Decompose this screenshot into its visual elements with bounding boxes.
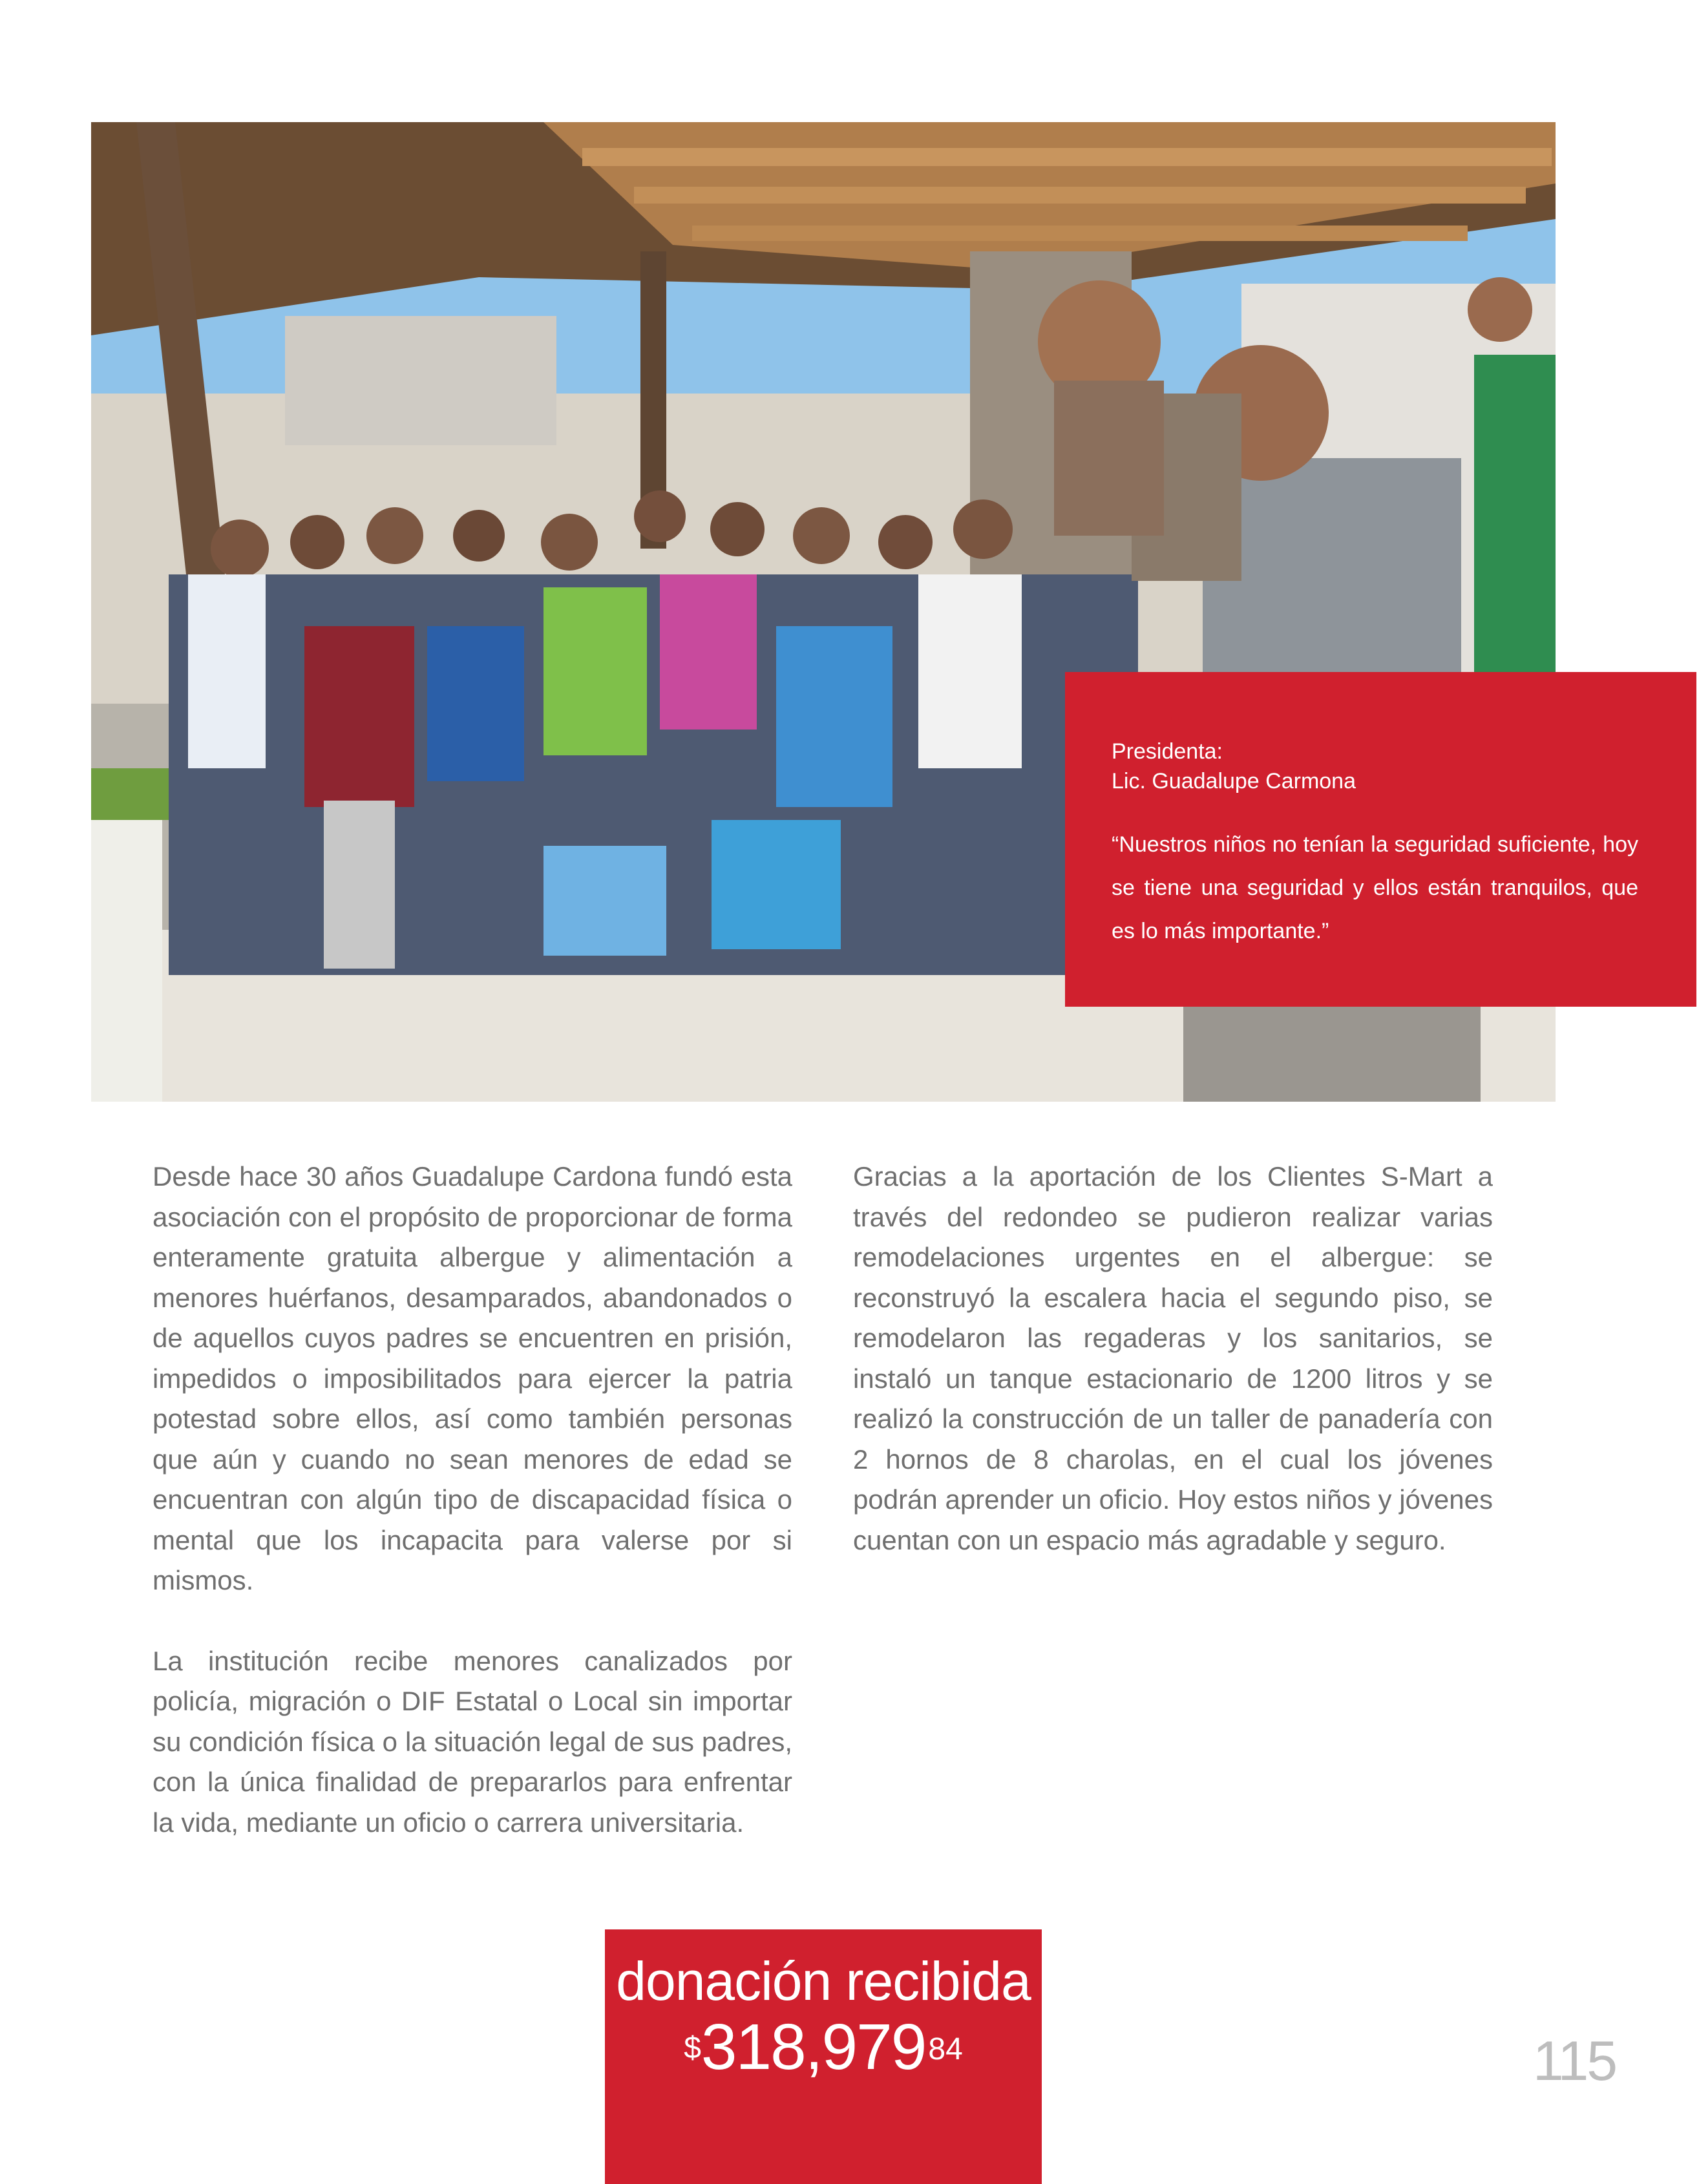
body-paragraph: Gracias a la aportación de los Clientes S-Mart a través del redondeo se pudieron realizar varias remodelaciones urgentes en el albergue: se reconstruyó la escalera hacia el segundo piso, se remodelaron las regaderas y los sanitarios, se instaló un tanque estacionario de 1200 litros y se realizó la construcción de un taller de panadería con 2 hornos de 8 charolas, en el cual los jóvenes podrán aprender un oficio. Hoy estos niños y jóvenes cuentan con un espacio más agradable y seguro. xyxy=(853,1161,1493,1555)
president-quote-box xyxy=(1065,672,1696,1007)
donation-currency: $ xyxy=(684,2031,701,2065)
donation-label: donación recibida xyxy=(616,1951,1031,2011)
donation-box xyxy=(605,1929,1042,2184)
body-column-right xyxy=(853,1157,1493,1560)
quote-role: Presidenta: xyxy=(1112,739,1223,764)
donation-cents: 84 xyxy=(928,2032,963,2066)
donation-amount xyxy=(605,2011,1042,2097)
donation-amount-main: 318,979 xyxy=(701,2011,926,2083)
quote-name: Lic. Guadalupe Carmona xyxy=(1112,769,1356,793)
body-column-left xyxy=(153,1157,792,1843)
body-paragraph: Desde hace 30 años Guadalupe Cardona fundó esta asociación con el propósito de proporcionar de forma enteramente gratuita albergue y alimentación a menores huérfanos, desamparados, abandonados o de aquellos cuyos padres se encuentren en prisión, impedidos o imposibilitados para ejercer la patria potestad sobre ellos, así como también personas que aún y cuando no sean menores de edad se encuentran con algún tipo de discapacidad física o mental que los incapacita para valerse por si mismos. xyxy=(153,1161,792,1595)
page-number: 115 xyxy=(1533,2030,1616,2092)
quote-text: “Nuestros niños no tenían la seguridad suficiente, hoy se tiene una seguridad y ellos están tranquilos, que es lo más importante.” xyxy=(1112,832,1638,943)
body-paragraph: La institución recibe menores canalizados por policía, migración o DIF Estatal o Local sin importar su condición física o la situación legal de sus padres, con la única finalidad de prepararlos para enfrentar la vida, mediante un oficio o carrera universitaria. xyxy=(153,1645,792,1838)
